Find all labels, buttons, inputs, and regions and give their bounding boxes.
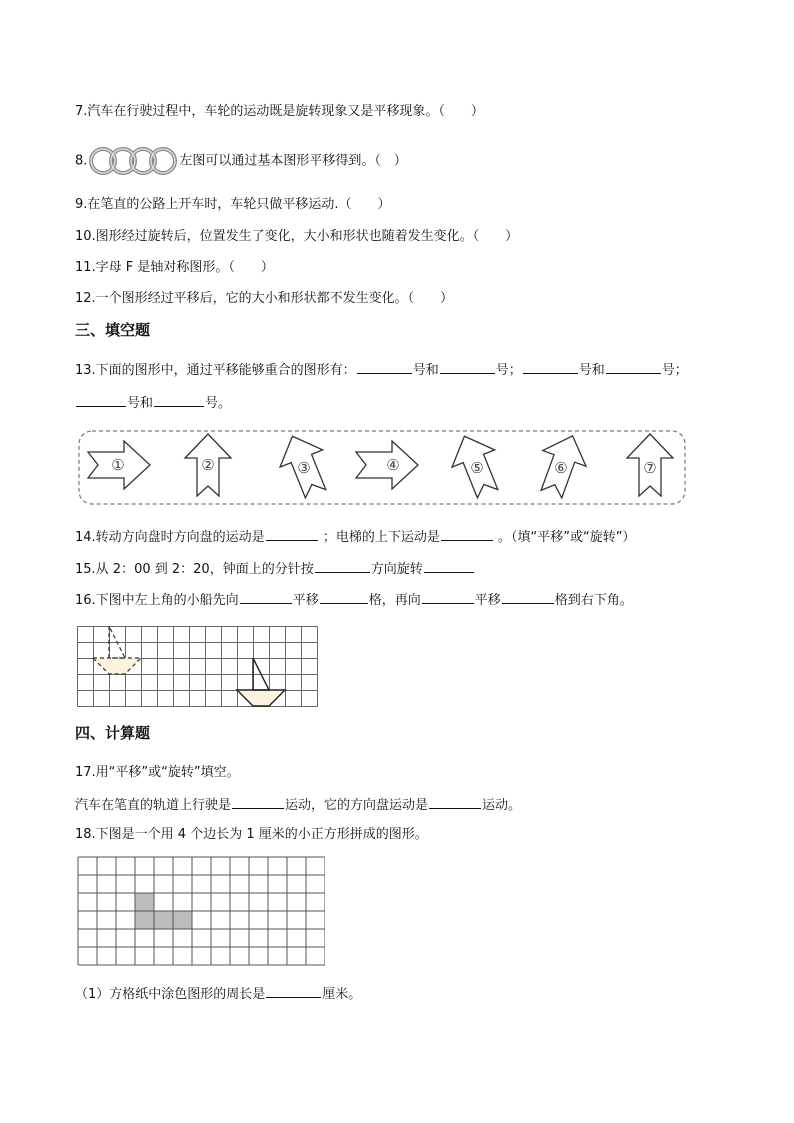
- answer-blank[interactable]: [315, 559, 370, 573]
- question-17: 汽车在笔直的轨道上行驶是 运动，它的方向盘运动是 运动。: [75, 795, 521, 815]
- answer-blank[interactable]: [440, 360, 495, 374]
- question-7: 7.汽车在行驶过程中，车轮的运动既是旋转现象又是平移现象。（ ）: [75, 104, 484, 119]
- answer-blank[interactable]: [502, 590, 554, 604]
- question-15: 15.从 2：00 到 2：20，钟面上的分针按 方向旋转: [75, 559, 475, 579]
- question-11: 11.字母 F 是轴对称图形。（ ）: [75, 260, 274, 275]
- solid-boat: [237, 658, 285, 706]
- question-9: 9.在笔直的公路上开车时，车轮只做平移运动.（ ）: [75, 197, 391, 212]
- arrow-label-6: ⑥: [554, 459, 568, 477]
- arrow-label-4: ④: [386, 456, 400, 474]
- question-14: 14.转动方向盘时方向盘的运动是 ；电梯的上下运动是 。（填“平移”或“旋转”）: [75, 527, 635, 547]
- question-18-title: 18.下图是一个用 4 个边长为 1 厘米的小正方形拼成的图形。: [75, 827, 428, 842]
- arrow-label-7: ⑦: [643, 459, 657, 477]
- answer-blank[interactable]: [232, 795, 284, 809]
- answer-blank[interactable]: [320, 590, 368, 604]
- arrow-label-1: ①: [111, 456, 125, 474]
- answer-blank[interactable]: [266, 984, 321, 998]
- answer-blank[interactable]: [240, 590, 292, 604]
- answer-blank[interactable]: [266, 527, 318, 541]
- boat-grid-figure: [77, 626, 319, 708]
- arrow-label-2: ②: [201, 456, 215, 474]
- answer-blank[interactable]: [154, 393, 204, 407]
- question-8: 8. 左图可以通过基本图形平移得到。（ ）: [75, 145, 407, 177]
- answer-blank[interactable]: [429, 795, 481, 809]
- section-heading-4: 四、计算题: [75, 724, 151, 742]
- question-10: 10.图形经过旋转后，位置发生了变化，大小和形状也随着发生变化。（ ）: [75, 229, 519, 244]
- question-16: 16.下图中左上角的小船先向 平移 格，再向 平移 格到右下角。: [75, 590, 633, 610]
- question-12: 12.一个图形经过平移后，它的大小和形状都不发生变化。（ ）: [75, 291, 454, 306]
- shaded-grid-figure: [77, 856, 325, 968]
- olympic-rings-figure: [87, 145, 179, 177]
- section-heading-3: 三、填空题: [75, 321, 151, 339]
- arrow-label-5: ⑤: [470, 459, 484, 477]
- answer-blank[interactable]: [424, 559, 474, 573]
- answer-blank[interactable]: [422, 590, 474, 604]
- question-13: 13.下面的图形中，通过平移能够重合的图形有： 号和 号； 号和 号；: [75, 360, 688, 380]
- arrow-shapes-figure: [78, 428, 688, 508]
- question-17-title: 17.用“平移”或“旋转”填空。: [75, 765, 240, 780]
- question-13-line-2: 号和 号。: [75, 393, 231, 413]
- answer-blank[interactable]: [357, 360, 412, 374]
- answer-blank[interactable]: [523, 360, 578, 374]
- dashed-boat: [93, 626, 141, 674]
- answer-blank[interactable]: [606, 360, 661, 374]
- arrow-label-3: ③: [297, 459, 311, 477]
- answer-blank[interactable]: [76, 393, 126, 407]
- question-18-1: （1）方格纸中涂色图形的周长是 厘米。: [75, 984, 361, 1004]
- answer-blank[interactable]: [441, 527, 493, 541]
